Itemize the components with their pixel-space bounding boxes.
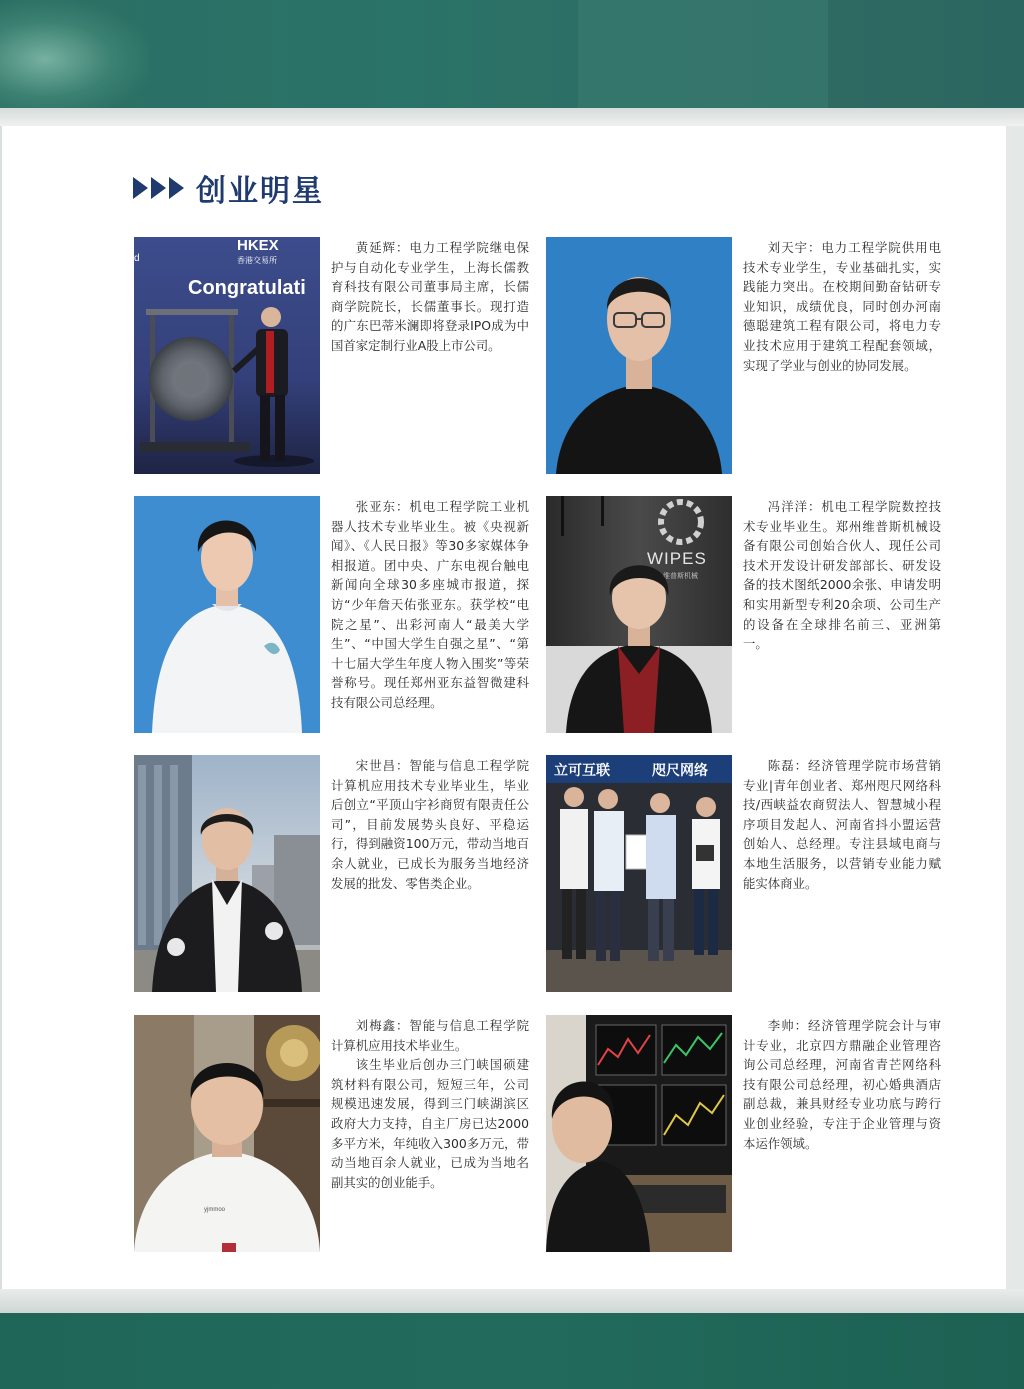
profile-card-feng bbox=[546, 496, 956, 734]
profile-card-li bbox=[546, 1015, 956, 1253]
profile-card-chen bbox=[546, 755, 956, 993]
banner-left: 立可互联 bbox=[554, 763, 610, 779]
profile-photo-huang bbox=[134, 237, 320, 474]
profile-card-song bbox=[134, 755, 544, 993]
header-shadow bbox=[0, 108, 1024, 126]
section-header bbox=[133, 166, 324, 210]
profile-text-song bbox=[331, 756, 529, 893]
profile-photo-song bbox=[134, 755, 320, 992]
profile-paragraph: 该生毕业后创办三门峡国硕建筑材料有限公司，短短三年，公司规模迅速发展，得到三门峡湖滨区政府大力支持，自主厂房已达2000多平方米，年纯收入300多万元，带动当地百余人就业，已成为当地名副其实的创业能手。 bbox=[331, 1057, 529, 1190]
page-edge-right bbox=[1006, 126, 1024, 1291]
profile-photo-feng bbox=[546, 496, 732, 733]
profile-paragraph: 陈磊：经济管理学院市场营销专业|青年创业者、郑州咫尺网络科技/西峡益农商贸法人、智慧城小程序项目发起人、河南省抖小盟运营创始人、总经理。专注县域电商与本地生活服务，以营销专业能力赋能实体商业。 bbox=[743, 758, 941, 891]
profile-text-huang bbox=[331, 238, 529, 356]
profile-card-liu-tianyu bbox=[546, 237, 956, 475]
svg-text:yjmmoo: yjmmoo bbox=[204, 1207, 226, 1213]
profile-card-huang bbox=[134, 237, 544, 475]
triple-arrow-icon bbox=[133, 177, 184, 199]
hkex-sign: HKEX bbox=[237, 237, 279, 254]
sign-fragment: d bbox=[134, 253, 140, 264]
profile-text-liu-meixin bbox=[331, 1016, 529, 1192]
hkex-sub: 香港交易所 bbox=[237, 256, 277, 265]
profile-paragraph: 李帅：经济管理学院会计与审计专业，北京四方鼎融企业管理咨询公司总经理，河南省青芒网络科技有限公司总经理，初心婚典酒店副总裁，兼具财经专业功底与跨行业创业经验，专注于企业管理与资本运作领域。 bbox=[743, 1018, 941, 1151]
profile-paragraph: 刘天宇：电力工程学院供用电技术专业学生，专业基础扎实，实践能力突出。在校期间勤奋钻研专业知识，成绩优良，同时创办河南德聪建筑工程有限公司，将电力专业技术应用于建筑工程配套领域，实现了学业与创业的协同发展。 bbox=[743, 240, 941, 373]
profile-text-chen bbox=[743, 756, 941, 893]
header-band bbox=[0, 0, 1024, 108]
profile-photo-zhang bbox=[134, 496, 320, 733]
profile-card-liu-meixin bbox=[134, 1015, 544, 1253]
section-title: 创业明星 bbox=[196, 174, 324, 209]
profile-photo-li bbox=[546, 1015, 732, 1252]
profile-paragraph: 宋世昌：智能与信息工程学院计算机应用技术专业毕业生，毕业后创立“平顶山宇衫商贸有限责任公司”，目前发展势头良好、平稳运行，得到融资100万元，带动当地百余人就业，已成长为服务当地经济发展的批发、零售类企业。 bbox=[331, 758, 529, 891]
profile-paragraph: 黄延辉：电力工程学院继电保护与自动化专业学生，上海长儒教育科技有限公司董事局主席，长儒商学院院长，长儒董事长。现打造的广东巴蒂米澜即将登录IPO成为中国首家定制行业A股上市公司。 bbox=[331, 240, 529, 353]
profile-text-li bbox=[743, 1016, 941, 1153]
banner-right: 咫尺网络 bbox=[652, 763, 708, 779]
page-edge-left bbox=[0, 126, 2, 1291]
header-panel bbox=[578, 0, 828, 108]
profile-photo-liu-meixin bbox=[134, 1015, 320, 1252]
profile-paragraph: 冯洋洋：机电工程学院数控技术专业毕业生。郑州维普斯机械设备有限公司创始合伙人、现任公司技术开发设计研发部部长、研发设备的技术图纸2000余张、申请发明和实用新型专利20余项、公司生产的设备在全球排名前三、亚洲第一。 bbox=[743, 499, 941, 652]
footer-band bbox=[0, 1313, 1024, 1389]
profile-paragraph: 刘梅鑫：智能与信息工程学院计算机应用技术毕业生。 bbox=[331, 1018, 529, 1053]
profile-text-liu-tianyu bbox=[743, 238, 941, 375]
profile-card-zhang bbox=[134, 496, 544, 734]
profile-text-feng bbox=[743, 497, 941, 654]
wipes-logo: WIPES bbox=[647, 549, 707, 568]
profile-text-zhang bbox=[331, 497, 529, 713]
footer-shadow bbox=[0, 1289, 1024, 1313]
profile-photo-liu-tianyu bbox=[546, 237, 732, 474]
wipes-sub: 维普斯机械 bbox=[663, 572, 698, 580]
world-map-graphic bbox=[0, 0, 150, 108]
profile-photo-chen bbox=[546, 755, 732, 992]
congrats-banner: Congratulati bbox=[188, 277, 306, 299]
profile-paragraph: 张亚东：机电工程学院工业机器人技术专业毕业生。被《央视新闻》、《人民日报》等30多家媒体争相报道。团中央、广东电视台触电新闻向全球30多座城市报道，探访“少年詹天佑张亚东。获学校“电院之星”、出彩河南人“最美大学生”、“中国大学生自强之星”、“第十七届大学生年度人物入围奖”等荣誉称号。现任郑州亚东益智微建科技有限公司总经理。 bbox=[331, 499, 529, 710]
